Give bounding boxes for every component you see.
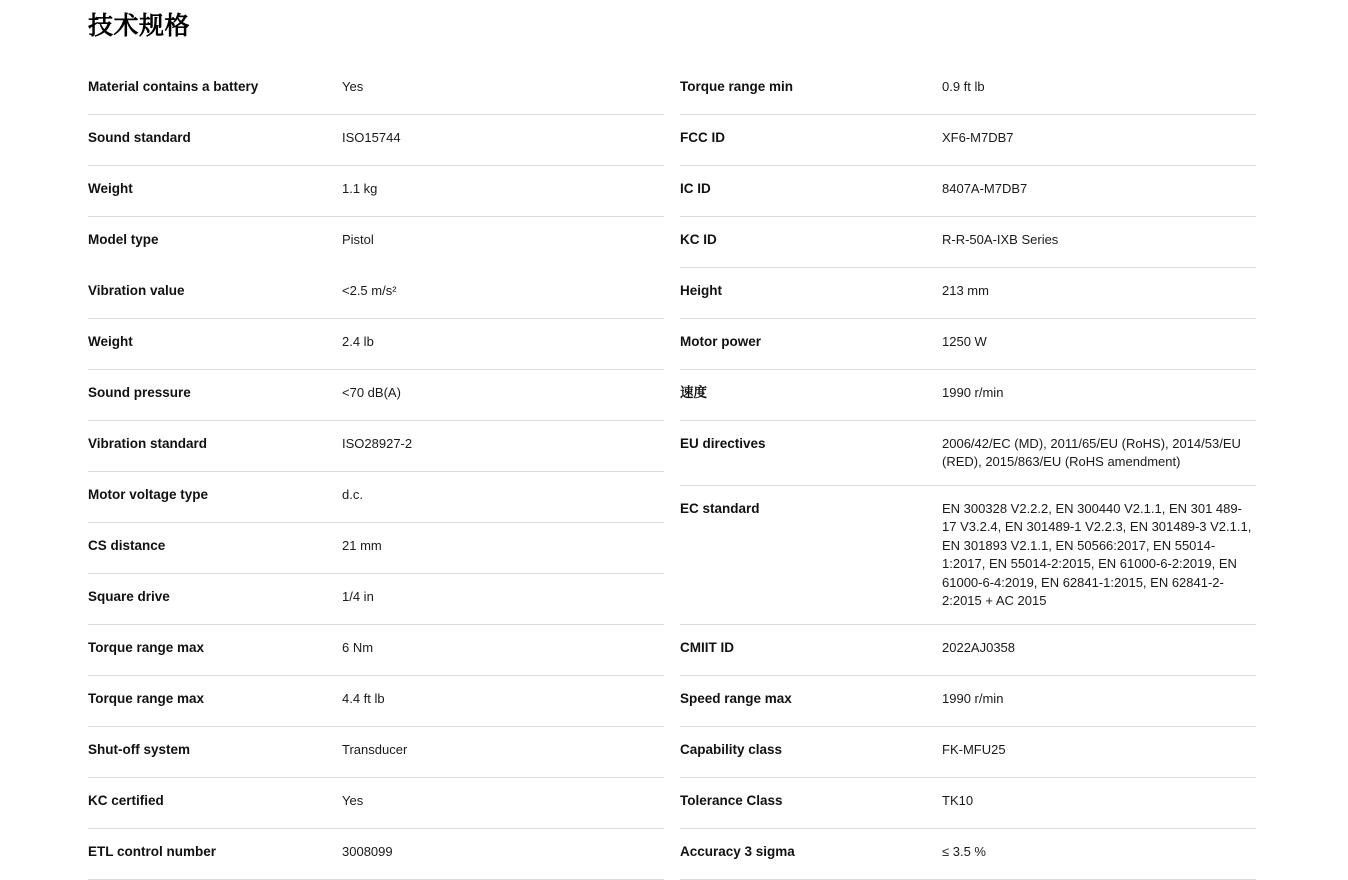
spec-label: Sound pressure [88,385,191,400]
spec-label: Material contains a battery [88,79,259,94]
spec-value: ISO15744 [342,130,401,145]
spec-label: Tolerance Class [680,792,783,808]
spec-row [680,319,1256,370]
spec-label: IC ID [680,181,711,196]
spec-value: 0.9 ft lb [942,79,985,94]
spec-value: 2022AJ0358 [942,639,1016,655]
spec-label: KC ID [680,232,717,247]
spec-value: Pistol [342,232,374,247]
spec-row [88,421,664,472]
spec-row [88,472,664,523]
spec-value: 21 mm [342,538,382,553]
spec-value: 3008099 [342,844,393,859]
spec-label: Height [680,283,722,298]
spec-value: 6 Nm [342,640,374,655]
spec-value: ≤ 3.5 % [942,843,986,859]
specifications-column-right [680,64,1256,880]
spec-label: Shut-off system [88,742,191,757]
spec-row [680,727,1256,778]
spec-value: XF6-M7DB7 [942,130,1014,145]
spec-label: Sound standard [88,130,191,145]
spec-value: 1.1 kg [342,181,378,196]
spec-value: 2006/42/EC (MD), 2011/65/EU (RoHS), 2014/53/EU (RED), 2015/863/EU (RoHS amendment) [942,436,1241,470]
spec-label: Torque range max [88,691,205,706]
specifications-columns [88,64,1260,880]
spec-value: <2.5 m/s² [342,283,397,298]
spec-value: 1250 W [942,334,987,349]
spec-row [680,115,1256,166]
spec-value: ISO28927-2 [342,436,413,451]
spec-row [680,625,1256,676]
spec-row [88,625,664,676]
spec-value: Yes [342,793,364,808]
spec-row [680,64,1256,115]
spec-label: Model type [88,232,159,247]
spec-label: Square drive [88,589,170,604]
spec-value: 2.4 lb [342,334,374,349]
spec-value: 1990 r/min [942,690,1004,706]
spec-row [88,829,664,880]
spec-label: CS distance [88,538,166,553]
spec-value: FK-MFU25 [942,741,1006,757]
spec-row [88,115,664,166]
spec-row [88,523,664,574]
spec-row [680,217,1256,268]
spec-value: TK10 [942,792,974,808]
spec-value: 4.4 ft lb [342,691,385,706]
spec-row [680,421,1256,486]
spec-row [680,676,1256,727]
spec-row [88,166,664,217]
spec-row [88,217,664,268]
spec-row [88,676,664,727]
spec-value: Transducer [342,742,408,757]
spec-value: 8407A-M7DB7 [942,181,1028,196]
spec-label: Vibration value [88,283,185,298]
spec-label: ETL control number [88,844,217,859]
spec-row [680,829,1256,880]
spec-label: Accuracy 3 sigma [680,843,795,859]
spec-label: Speed range max [680,690,792,706]
spec-label: Torque range min [680,79,794,94]
spec-row [88,574,664,625]
spec-label: Motor power [680,334,761,349]
spec-label: Capability class [680,741,783,757]
spec-label: Vibration standard [88,436,208,451]
spec-row [88,64,664,115]
spec-value: <70 dB(A) [342,385,401,400]
spec-row [88,268,664,319]
spec-label: Torque range max [88,640,205,655]
spec-value: d.c. [342,487,363,502]
spec-label: Weight [88,181,133,196]
page-title: 技术规格 [88,12,191,40]
spec-value: R-R-50A-IXB Series [942,232,1059,247]
spec-label: 速度 [680,385,707,400]
spec-value: 1990 r/min [942,385,1004,400]
spec-label: EC standard [680,500,760,516]
specifications-column-left [88,64,664,880]
spec-label: Weight [88,334,133,349]
spec-value: Yes [342,79,364,94]
spec-row [680,268,1256,319]
spec-label: FCC ID [680,130,725,145]
spec-row [680,370,1256,421]
spec-label: Motor voltage type [88,487,209,502]
spec-value: 1/4 in [342,589,374,604]
spec-row [88,727,664,778]
spec-row [88,319,664,370]
spec-label: CMIIT ID [680,639,734,655]
spec-row [680,166,1256,217]
spec-row [680,778,1256,829]
spec-value: 213 mm [942,283,989,298]
spec-row [680,486,1256,625]
spec-row [88,778,664,829]
spec-value: EN 300328 V2.2.2, EN 300440 V2.1.1, EN 301 489-17 V3.2.4, EN 301489-1 V2.2.3, EN 301489-3 V2.1.1, EN 301893 V2.1.1, EN 50566:2017, EN 55014-1:2017, EN 55014-2:2015, EN 61000-6-2:2019, EN 61000-6-4:2019, EN 62841-1:2015, EN 62841-2-2:2015 + AC 2015 [942,500,1252,609]
spec-label: KC certified [88,793,164,808]
spec-label: EU directives [680,436,766,451]
spec-row [88,370,664,421]
